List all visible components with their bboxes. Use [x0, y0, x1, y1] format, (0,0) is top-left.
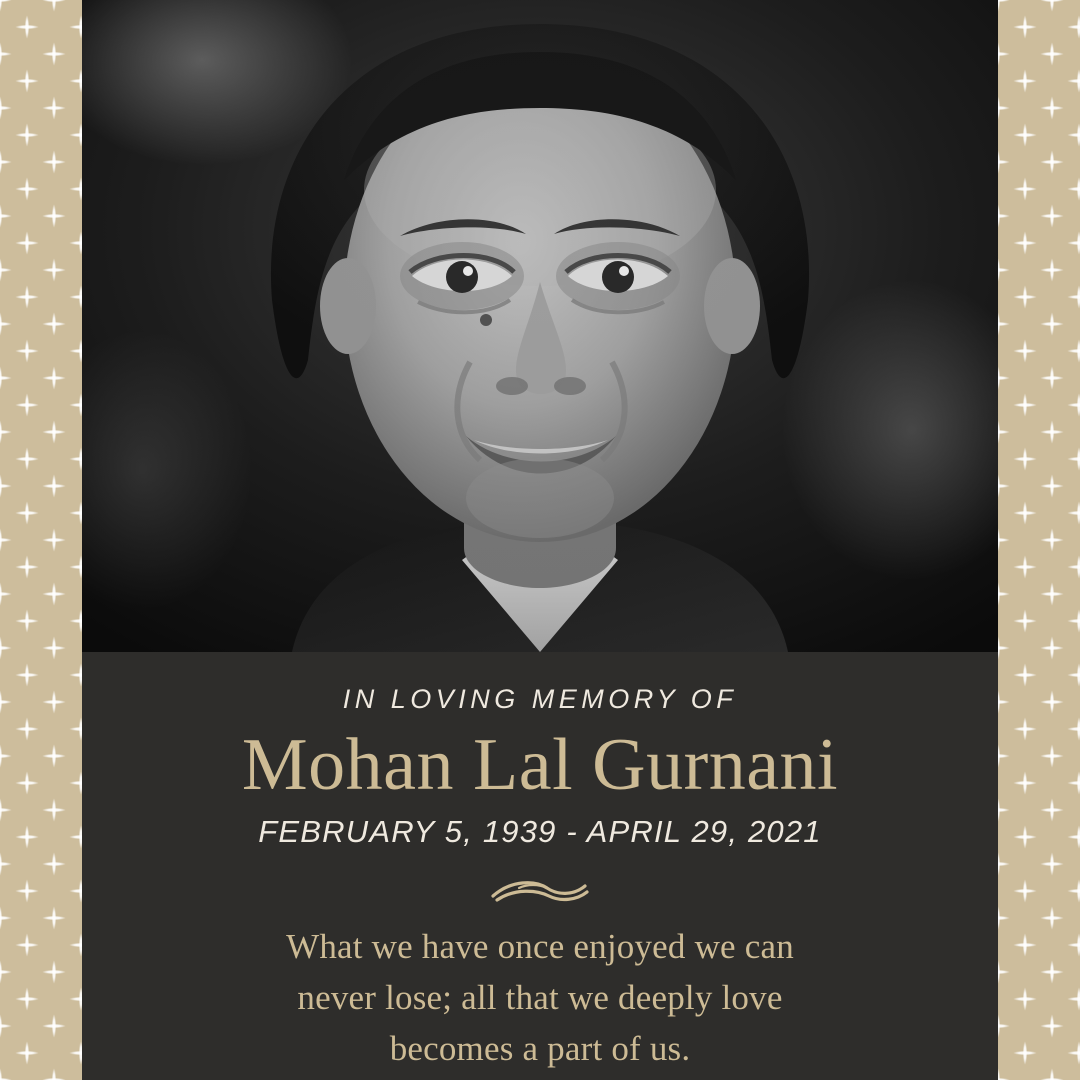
quote-line: What we have once enjoyed we can [286, 927, 794, 967]
decorative-pattern-left [0, 0, 82, 1080]
portrait-photo [82, 0, 998, 652]
memorial-eyebrow: IN LOVING MEMORY OF [342, 684, 738, 714]
memorial-text-block [82, 652, 998, 1080]
life-dates: FEBRUARY 5, 1939 - APRIL 29, 2021 [258, 814, 822, 850]
memorial-inner-panel [82, 0, 998, 1080]
flourish-swirl-icon [485, 874, 595, 908]
quote-line: becomes a part of us. [389, 1028, 691, 1068]
deceased-name: Mohan Lal Gurnani [241, 724, 839, 807]
memorial-quote [190, 922, 890, 1074]
quote-line: never lose; all that we deeply love [297, 978, 783, 1018]
decorative-pattern-right [998, 0, 1080, 1080]
